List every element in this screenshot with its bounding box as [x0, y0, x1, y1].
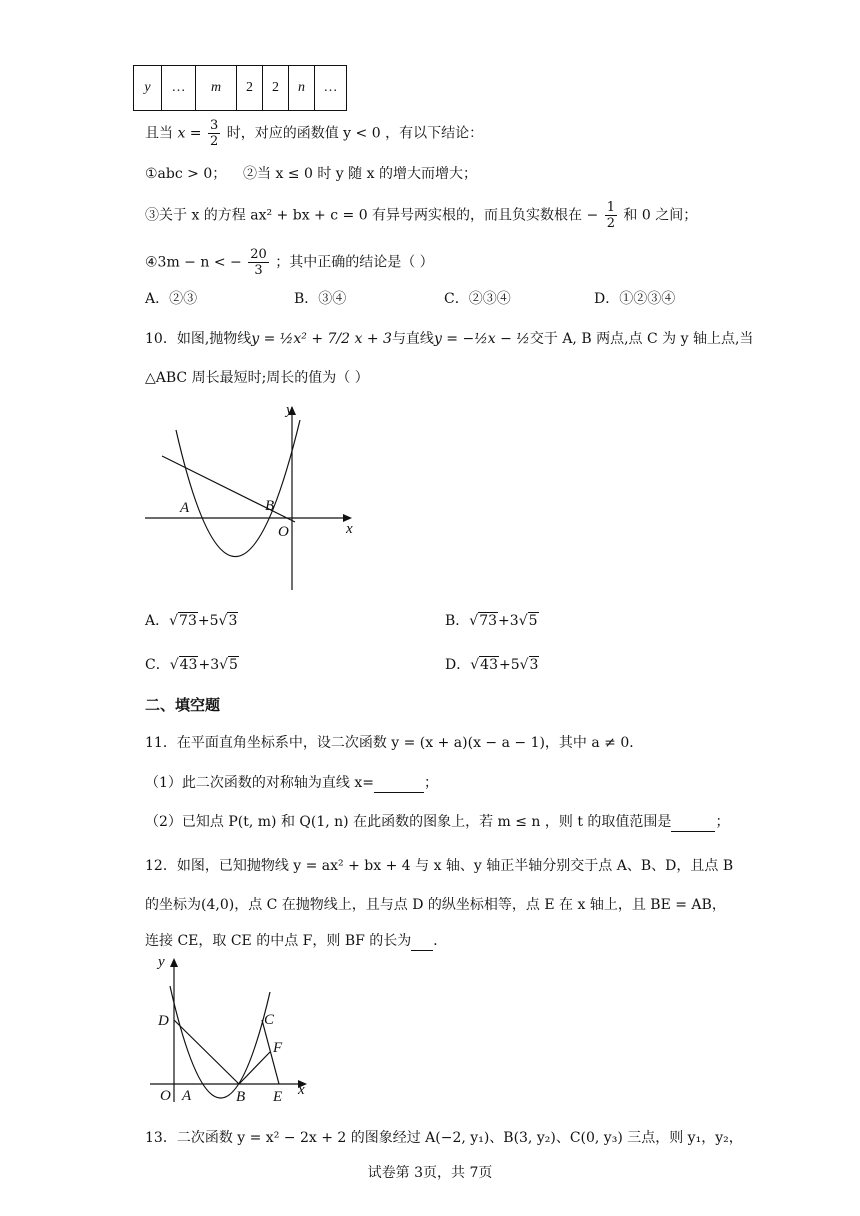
q9-option-d[interactable]: D．①②③④	[594, 291, 676, 307]
answer-blank[interactable]	[374, 776, 424, 793]
q11-part2: （2）已知点 P(t, m) 和 Q(1, n) 在此函数的图象上，若 m ≤ n ，则 t 的取值范围是 ；	[145, 814, 730, 830]
page-footer: 试卷第 3页，共 7页	[367, 1165, 493, 1181]
q11-stem: 11．在平面直角坐标系中，设二次函数 y = (x + a)(x − a − 1)，其中 a ≠ 0．	[145, 735, 644, 751]
point-e-label: E	[273, 1089, 283, 1105]
table-cell: …	[162, 66, 196, 111]
section-heading: 二、填空题	[145, 696, 221, 714]
q12-stem-line2: 的坐标为(4,0)，点 C 在抛物线上，且与点 D 的纵坐标相等，点 E 在 x 轴上，且 BE = AB，	[145, 897, 726, 913]
y-label: y	[286, 402, 293, 418]
q10-option-d[interactable]: D．√43+5√3	[445, 657, 539, 673]
table-cell: m	[196, 66, 237, 111]
fraction: $\frac{3}{2}$	[209, 118, 219, 149]
q12-stem-line3: 连接 CE，取 CE 的中点 F，则 BF 的长为 ．	[145, 933, 448, 949]
table-cell: y	[134, 66, 162, 111]
y-label: y	[158, 954, 165, 970]
x-label: x	[298, 1082, 305, 1098]
point-b-label: B	[265, 498, 275, 514]
q11-part1: （1）此二次函数的对称轴为直线 x= ；	[145, 775, 438, 791]
answer-blank[interactable]	[411, 934, 433, 951]
point-c-label: C	[264, 1012, 275, 1028]
table-cell: 2	[263, 66, 289, 111]
q9-option-a[interactable]: A．②③	[145, 291, 198, 307]
q9-conclusion-3: ③关于 x 的方程 ax² + bx + c = 0 有异号两实根的，而且负实数根在 − $\frac{1}{2}$ 和 0 之间；	[145, 200, 698, 231]
q10-option-a[interactable]: A．√73+5√3	[145, 613, 238, 629]
segment-bf	[239, 1052, 270, 1084]
x-label: x	[346, 521, 353, 537]
table-cell: …	[315, 66, 347, 111]
q12-graph	[150, 952, 320, 1110]
point-a-label: A	[180, 500, 190, 516]
q9-conclusion-2: ②当 x ≤ 0 时 y 随 x 的增大而增大；	[243, 166, 477, 182]
point-b-label: B	[236, 1089, 246, 1105]
y-axis-arrow-icon	[170, 958, 178, 967]
q9-option-c[interactable]: C．②③④	[444, 291, 511, 307]
q12-stem-line1: 12．如图，已知抛物线 y = ax² + bx + 4 与 x 轴、y 轴正半轴分别交于点 A、B、D，且点 B	[145, 858, 734, 874]
q9-condition: 且当 x = $\frac{3}{2}$ 时，对应的函数值 y < 0 ，有以下结论：	[145, 118, 484, 149]
value-table	[133, 65, 347, 111]
fraction: $\frac{1}{2}$	[606, 200, 615, 231]
q10-stem-line2: △ABC 周长最短时;周长的值为（ ）	[145, 370, 369, 386]
table-cell: n	[289, 66, 315, 111]
q10-option-c[interactable]: C．√43+3√5	[145, 657, 238, 673]
point-d-label: D	[158, 1013, 169, 1029]
q10-graph	[140, 398, 365, 594]
origin-label: O	[278, 524, 289, 540]
table-cell: 2	[237, 66, 263, 111]
q9-option-b[interactable]: B．③④	[294, 291, 347, 307]
q9-conclusion-1: ①abc > 0；	[145, 166, 227, 182]
q10-option-b[interactable]: B．√73+3√5	[445, 613, 538, 629]
answer-blank[interactable]	[671, 815, 715, 832]
q10-stem: 10．如图,抛物线y = ½x² + 7/2 x + 3与直线y = −½x − ½交于 A, B 两点,点 C 为 y 轴上点,当	[145, 331, 754, 347]
point-f-label: F	[273, 1040, 283, 1056]
q9-conclusion-4: ④3m − n < − $\frac{20}{3}$ ；其中正确的结论是（ ）	[145, 247, 434, 278]
segment-db	[174, 1020, 239, 1084]
fraction: $\frac{20}{3}$	[250, 247, 267, 278]
q13-stem: 13．二次函数 y = x² − 2x + 2 的图象经过 A(−2, y₁)、B(3, y₂)、C(0, y₃) 三点，则 y₁，y₂，	[145, 1130, 743, 1146]
point-a-label: A	[182, 1088, 192, 1104]
origin-label: O	[160, 1088, 171, 1104]
parabola-curve	[170, 986, 270, 1098]
